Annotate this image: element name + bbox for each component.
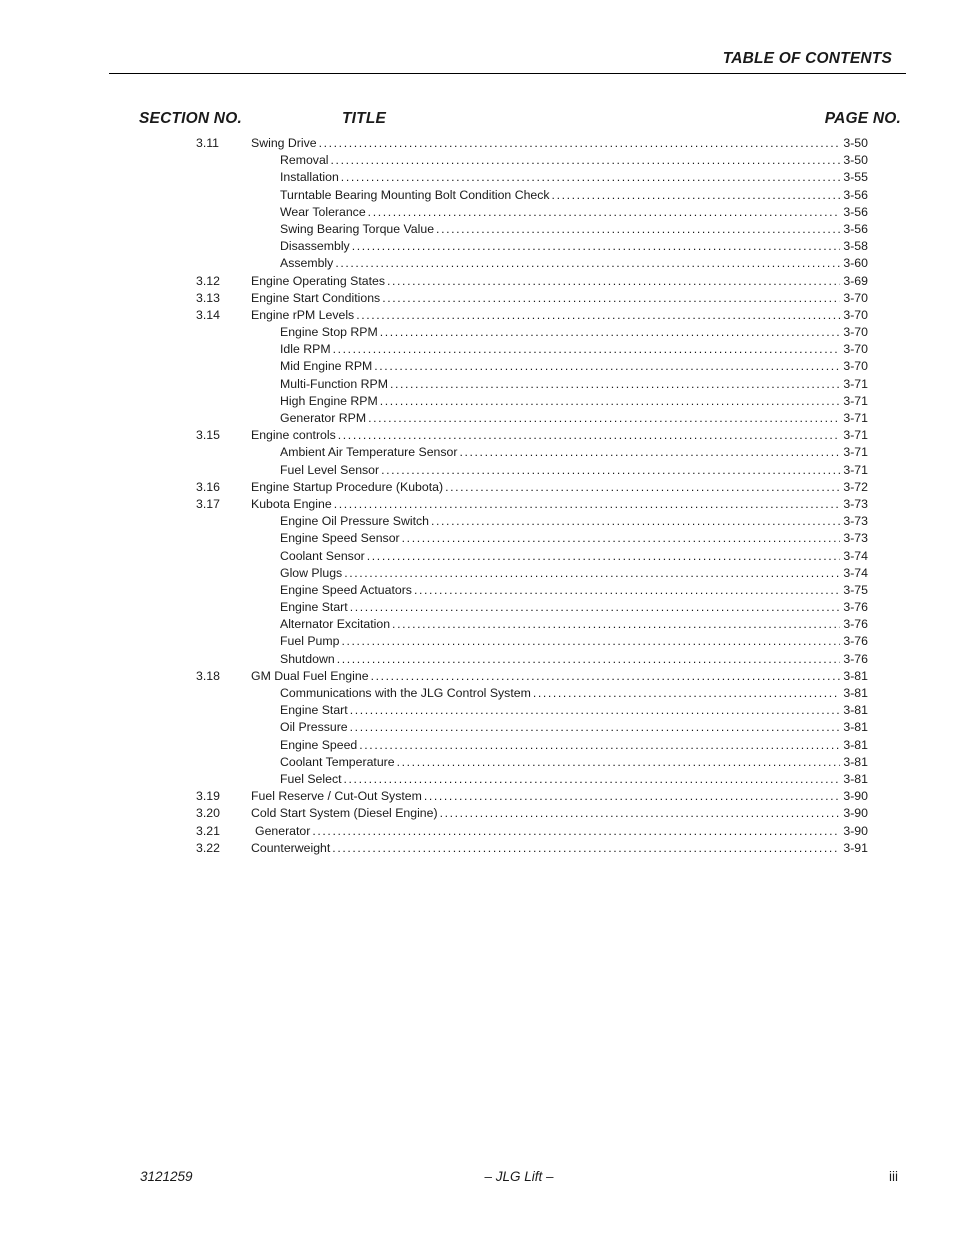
toc-entry[interactable]: [280, 599, 868, 616]
toc-dot-leader: [436, 221, 840, 238]
toc-entry-title[interactable]: Removal: [280, 153, 329, 168]
toc-page-number[interactable]: 3-91: [843, 840, 868, 855]
toc-dot-leader: [382, 290, 840, 307]
toc-page-number[interactable]: 3-71: [843, 462, 868, 477]
toc-row[interactable]: [0, 805, 954, 822]
toc-page-number[interactable]: 3-76: [843, 617, 868, 632]
toc-entry[interactable]: [280, 582, 868, 599]
toc-entry-title[interactable]: Shutdown: [280, 651, 335, 666]
toc-row[interactable]: [0, 496, 954, 513]
toc-row[interactable]: [0, 582, 954, 599]
toc-row[interactable]: [0, 341, 954, 358]
toc-row[interactable]: [0, 771, 954, 788]
toc-page-number[interactable]: 3-58: [843, 239, 868, 254]
toc-page-number[interactable]: 3-81: [843, 668, 868, 683]
footer-doc-number: 3121259: [140, 1169, 193, 1184]
toc-row[interactable]: [0, 187, 954, 204]
toc-dot-leader: [367, 548, 841, 565]
toc-dot-leader: [350, 719, 841, 736]
toc-page-number[interactable]: 3-76: [843, 651, 868, 666]
toc-page-number[interactable]: 3-50: [843, 153, 868, 168]
toc-entry[interactable]: [280, 152, 868, 169]
toc-section-number: 3.19: [196, 789, 220, 804]
toc-entry[interactable]: [251, 805, 868, 822]
toc-row[interactable]: [0, 273, 954, 290]
toc-row[interactable]: [0, 307, 954, 324]
toc-dot-leader: [312, 823, 840, 840]
toc-row[interactable]: [0, 462, 954, 479]
toc-entry[interactable]: [280, 530, 868, 547]
toc-entry[interactable]: [280, 754, 868, 771]
toc-row[interactable]: [0, 238, 954, 255]
toc-page-number[interactable]: 3-56: [843, 221, 868, 236]
toc-entry[interactable]: [280, 737, 868, 754]
toc-entry[interactable]: [280, 702, 868, 719]
toc-entry-title[interactable]: Kubota Engine: [251, 496, 332, 511]
toc-dot-leader: [380, 393, 841, 410]
toc-row[interactable]: [0, 565, 954, 582]
toc-dot-leader: [459, 444, 840, 461]
toc-dot-leader: [334, 496, 841, 513]
toc-dot-leader: [414, 582, 840, 599]
toc-entry-title[interactable]: Coolant Sensor: [280, 548, 365, 563]
column-header-section: SECTION NO.: [139, 110, 242, 127]
toc-row[interactable]: [0, 633, 954, 650]
toc-page-number[interactable]: 3-70: [843, 290, 868, 305]
toc-page-number[interactable]: 3-71: [843, 411, 868, 425]
toc-page-number[interactable]: 3-56: [843, 187, 868, 202]
toc-page-number[interactable]: 3-90: [843, 789, 868, 804]
toc-entry-title[interactable]: Engine Start: [280, 703, 348, 718]
toc-dot-leader: [352, 238, 841, 255]
toc-row[interactable]: [0, 737, 954, 754]
toc-row[interactable]: [0, 393, 954, 410]
toc-entry-title[interactable]: Swing Bearing Torque Value: [280, 221, 435, 236]
toc-section-number: 3.16: [196, 479, 220, 494]
toc-entry-title[interactable]: Mid Engine RPM: [280, 359, 373, 374]
toc-entry[interactable]: [280, 358, 868, 375]
toc-entry[interactable]: [280, 462, 868, 479]
column-header-title: TITLE: [342, 110, 387, 127]
toc-dot-leader: [380, 324, 841, 341]
toc-entry-title[interactable]: Assembly: [280, 256, 334, 271]
toc-page-number[interactable]: 3-73: [843, 496, 868, 511]
toc-row[interactable]: [0, 152, 954, 169]
footer-page-number: iii: [889, 1169, 898, 1184]
toc-entry-title[interactable]: Fuel Level Sensor: [280, 462, 380, 477]
toc-row[interactable]: [0, 823, 954, 840]
toc-entry-title[interactable]: Multi-Function RPM: [280, 376, 388, 391]
toc-dot-leader: [331, 152, 841, 169]
toc-entry-title[interactable]: Fuel Select: [280, 771, 342, 786]
toc-dot-leader: [390, 376, 840, 393]
toc-page-number[interactable]: 3-73: [843, 514, 868, 529]
toc-entry-title[interactable]: Cold Start System (Diesel Engine): [251, 806, 438, 821]
toc-row[interactable]: [0, 376, 954, 393]
toc-entry-title[interactable]: Alternator Excitation: [280, 617, 391, 632]
toc-row[interactable]: [0, 685, 954, 702]
toc-page-number[interactable]: 3-90: [843, 806, 868, 821]
toc-entry[interactable]: [280, 187, 868, 204]
toc-entry[interactable]: [280, 771, 868, 788]
toc-entry-title[interactable]: Oil Pressure: [280, 720, 348, 735]
toc-section-number: 3.15: [196, 428, 220, 443]
toc-dot-leader: [374, 358, 840, 375]
toc-dot-leader: [371, 668, 841, 685]
toc-entry[interactable]: [280, 719, 868, 736]
toc-page-number[interactable]: 3-81: [843, 703, 868, 718]
toc-page-number[interactable]: 3-75: [843, 582, 868, 597]
toc-row[interactable]: [0, 548, 954, 565]
toc-row[interactable]: [0, 204, 954, 221]
toc-entry-title[interactable]: Swing Drive: [251, 136, 317, 150]
toc-entry-title[interactable]: Idle RPM: [280, 342, 331, 357]
toc-entry-title[interactable]: Glow Plugs: [280, 565, 343, 580]
toc-entry[interactable]: [280, 204, 868, 221]
toc-row[interactable]: [0, 530, 954, 547]
toc-page-number[interactable]: 3-56: [843, 204, 868, 219]
toc-dot-leader: [341, 633, 840, 650]
toc-page-number[interactable]: 3-60: [843, 256, 868, 271]
toc-page-number[interactable]: 3-81: [843, 754, 868, 769]
toc-entry-title[interactable]: Generator: [255, 823, 311, 838]
toc-dot-leader: [350, 599, 841, 616]
toc-page-number[interactable]: 3-81: [843, 686, 868, 700]
toc-page-number[interactable]: 3-70: [843, 359, 868, 374]
toc-entry[interactable]: [251, 427, 868, 444]
toc-page-number[interactable]: 3-81: [843, 720, 868, 735]
toc-section-number: 3.18: [196, 668, 220, 683]
toc-entry-title[interactable]: GM Dual Fuel Engine: [251, 668, 369, 683]
toc-row[interactable]: [0, 754, 954, 771]
toc-page-number[interactable]: 3-72: [843, 479, 868, 494]
toc-page-number[interactable]: 3-71: [843, 393, 868, 408]
toc-section-number: 3.12: [196, 273, 220, 288]
toc-page-number[interactable]: 3-71: [843, 376, 868, 391]
toc-entry-title[interactable]: Engine rPM Levels: [251, 307, 355, 322]
toc-entry[interactable]: [251, 840, 868, 857]
toc-entry[interactable]: [280, 238, 868, 255]
toc-entry[interactable]: [280, 410, 868, 427]
toc-entry-title[interactable]: Engine Speed: [280, 737, 358, 752]
toc-entry-title[interactable]: Communications with the JLG Control System: [280, 686, 531, 700]
toc-row[interactable]: [0, 221, 954, 238]
toc-dot-leader: [333, 341, 841, 358]
toc-dot-leader: [368, 204, 841, 221]
toc-entry-title[interactable]: Engine Speed Sensor: [280, 531, 400, 546]
toc-entry-title[interactable]: Engine Start Conditions: [251, 290, 381, 305]
toc-section-number: 3.11: [196, 136, 220, 150]
toc-page-number[interactable]: 3-70: [843, 307, 868, 322]
page-header-title: TABLE OF CONTENTS: [722, 50, 892, 67]
toc-dot-leader: [359, 737, 840, 754]
toc-page-number[interactable]: 3-55: [843, 170, 868, 185]
toc-page-number[interactable]: 3-70: [843, 325, 868, 340]
toc-row[interactable]: [0, 599, 954, 616]
toc-dot-leader: [552, 187, 841, 204]
toc-entry[interactable]: [280, 444, 868, 461]
toc-row[interactable]: [0, 840, 954, 857]
toc-list: [0, 135, 954, 857]
toc-dot-leader: [356, 307, 840, 324]
toc-page-number[interactable]: 3-81: [843, 737, 868, 752]
toc-entry-title[interactable]: Engine Speed Actuators: [280, 582, 412, 597]
toc-dot-leader: [350, 702, 841, 719]
toc-entry[interactable]: [251, 479, 868, 496]
column-header-page: PAGE NO.: [824, 110, 901, 127]
toc-entry[interactable]: [280, 513, 868, 530]
header-rule: [109, 73, 906, 74]
toc-dot-leader: [387, 273, 840, 290]
toc-dot-leader: [392, 616, 840, 633]
toc-dot-leader: [402, 530, 841, 547]
toc-entry[interactable]: [280, 324, 868, 341]
toc-entry-title[interactable]: Disassembly: [280, 239, 350, 254]
toc-entry[interactable]: [251, 496, 868, 513]
toc-row[interactable]: [0, 358, 954, 375]
toc-entry-title[interactable]: Engine Operating States: [251, 273, 385, 288]
toc-entry[interactable]: [280, 221, 868, 238]
toc-row[interactable]: [0, 513, 954, 530]
toc-entry-title[interactable]: Fuel Reserve / Cut-Out System: [251, 789, 422, 804]
toc-row[interactable]: [0, 135, 954, 152]
toc-entry[interactable]: [280, 685, 868, 702]
toc-section-number: 3.17: [196, 496, 220, 511]
toc-entry[interactable]: [280, 169, 868, 186]
toc-entry-title[interactable]: Turntable Bearing Mounting Bolt Condition Check: [280, 187, 550, 202]
toc-row[interactable]: [0, 479, 954, 496]
toc-page-number[interactable]: 3-74: [843, 565, 868, 580]
toc-dot-leader: [335, 255, 840, 272]
toc-entry-title[interactable]: Installation: [280, 170, 339, 185]
toc-dot-leader: [445, 479, 840, 496]
toc-row[interactable]: [0, 719, 954, 736]
toc-entry-title[interactable]: Ambient Air Temperature Sensor: [280, 445, 458, 460]
toc-page-number[interactable]: 3-76: [843, 634, 868, 649]
toc-row[interactable]: [0, 255, 954, 272]
toc-entry-title[interactable]: Wear Tolerance: [280, 204, 366, 219]
toc-entry[interactable]: [280, 651, 868, 668]
toc-page-number[interactable]: 3-69: [843, 273, 868, 288]
toc-section-number: 3.22: [196, 840, 220, 855]
toc-row[interactable]: [0, 702, 954, 719]
toc-entry-title[interactable]: Engine Stop RPM: [280, 325, 378, 340]
toc-entry[interactable]: [280, 633, 868, 650]
toc-dot-leader: [338, 427, 841, 444]
toc-row[interactable]: [0, 290, 954, 307]
toc-page-number[interactable]: 3-70: [843, 342, 868, 357]
toc-page-number[interactable]: 3-74: [843, 548, 868, 563]
toc-page-number[interactable]: 3-71: [843, 428, 868, 443]
toc-section-number: 3.20: [196, 806, 220, 821]
toc-dot-leader: [431, 513, 840, 530]
toc-entry[interactable]: [251, 668, 868, 685]
toc-entry[interactable]: [280, 565, 868, 582]
toc-entry-title[interactable]: Coolant Temperature: [280, 754, 395, 769]
toc-entry-title[interactable]: Counterweight: [251, 840, 331, 855]
toc-dot-leader: [440, 805, 841, 822]
toc-dot-leader: [381, 462, 840, 479]
toc-entry-title[interactable]: High Engine RPM: [280, 393, 378, 408]
toc-page-number[interactable]: 3-73: [843, 531, 868, 546]
toc-dot-leader: [533, 685, 841, 702]
toc-section-number: 3.14: [196, 307, 220, 322]
toc-dot-leader: [341, 169, 841, 186]
toc-dot-leader: [424, 788, 841, 805]
toc-entry[interactable]: [280, 376, 868, 393]
toc-page-number[interactable]: 3-71: [843, 445, 868, 460]
toc-row[interactable]: [0, 651, 954, 668]
toc-row[interactable]: [0, 444, 954, 461]
toc-entry[interactable]: [280, 255, 868, 272]
toc-row[interactable]: [0, 427, 954, 444]
toc-entry[interactable]: [280, 548, 868, 565]
toc-entry[interactable]: [251, 135, 868, 152]
toc-section-number: 3.21: [196, 823, 220, 838]
toc-row[interactable]: [0, 169, 954, 186]
toc-entry[interactable]: [251, 823, 868, 840]
toc-dot-leader: [332, 840, 840, 857]
footer-publisher: – JLG Lift –: [484, 1169, 554, 1184]
toc-entry[interactable]: [251, 788, 868, 805]
toc-entry-title[interactable]: Fuel Pump: [280, 634, 340, 649]
toc-dot-leader: [344, 771, 841, 788]
toc-entry[interactable]: [251, 290, 868, 307]
toc-row[interactable]: [0, 668, 954, 685]
toc-entry[interactable]: [251, 273, 868, 290]
toc-entry-title[interactable]: Engine controls: [251, 428, 336, 443]
toc-page-number[interactable]: 3-90: [843, 823, 868, 838]
toc-row[interactable]: [0, 410, 954, 427]
toc-row[interactable]: [0, 788, 954, 805]
toc-row[interactable]: [0, 616, 954, 633]
toc-entry[interactable]: [251, 307, 868, 324]
toc-page-number[interactable]: 3-81: [843, 771, 868, 786]
toc-dot-leader: [397, 754, 841, 771]
toc-entry-title[interactable]: Generator RPM: [280, 411, 367, 425]
toc-entry[interactable]: [280, 341, 868, 358]
toc-entry-title[interactable]: Engine Startup Procedure (Kubota): [251, 479, 444, 494]
toc-entry[interactable]: [280, 393, 868, 410]
toc-dot-leader: [319, 135, 841, 152]
toc-section-number: 3.13: [196, 290, 220, 305]
toc-row[interactable]: [0, 324, 954, 341]
toc-entry-title[interactable]: Engine Oil Pressure Switch: [280, 514, 429, 529]
toc-dot-leader: [344, 565, 840, 582]
toc-dot-leader: [368, 410, 840, 427]
toc-entry[interactable]: [280, 616, 868, 633]
toc-dot-leader: [337, 651, 841, 668]
toc-page-number[interactable]: 3-76: [843, 600, 868, 615]
toc-entry-title[interactable]: Engine Start: [280, 600, 348, 615]
toc-page-number[interactable]: 3-50: [843, 136, 868, 150]
